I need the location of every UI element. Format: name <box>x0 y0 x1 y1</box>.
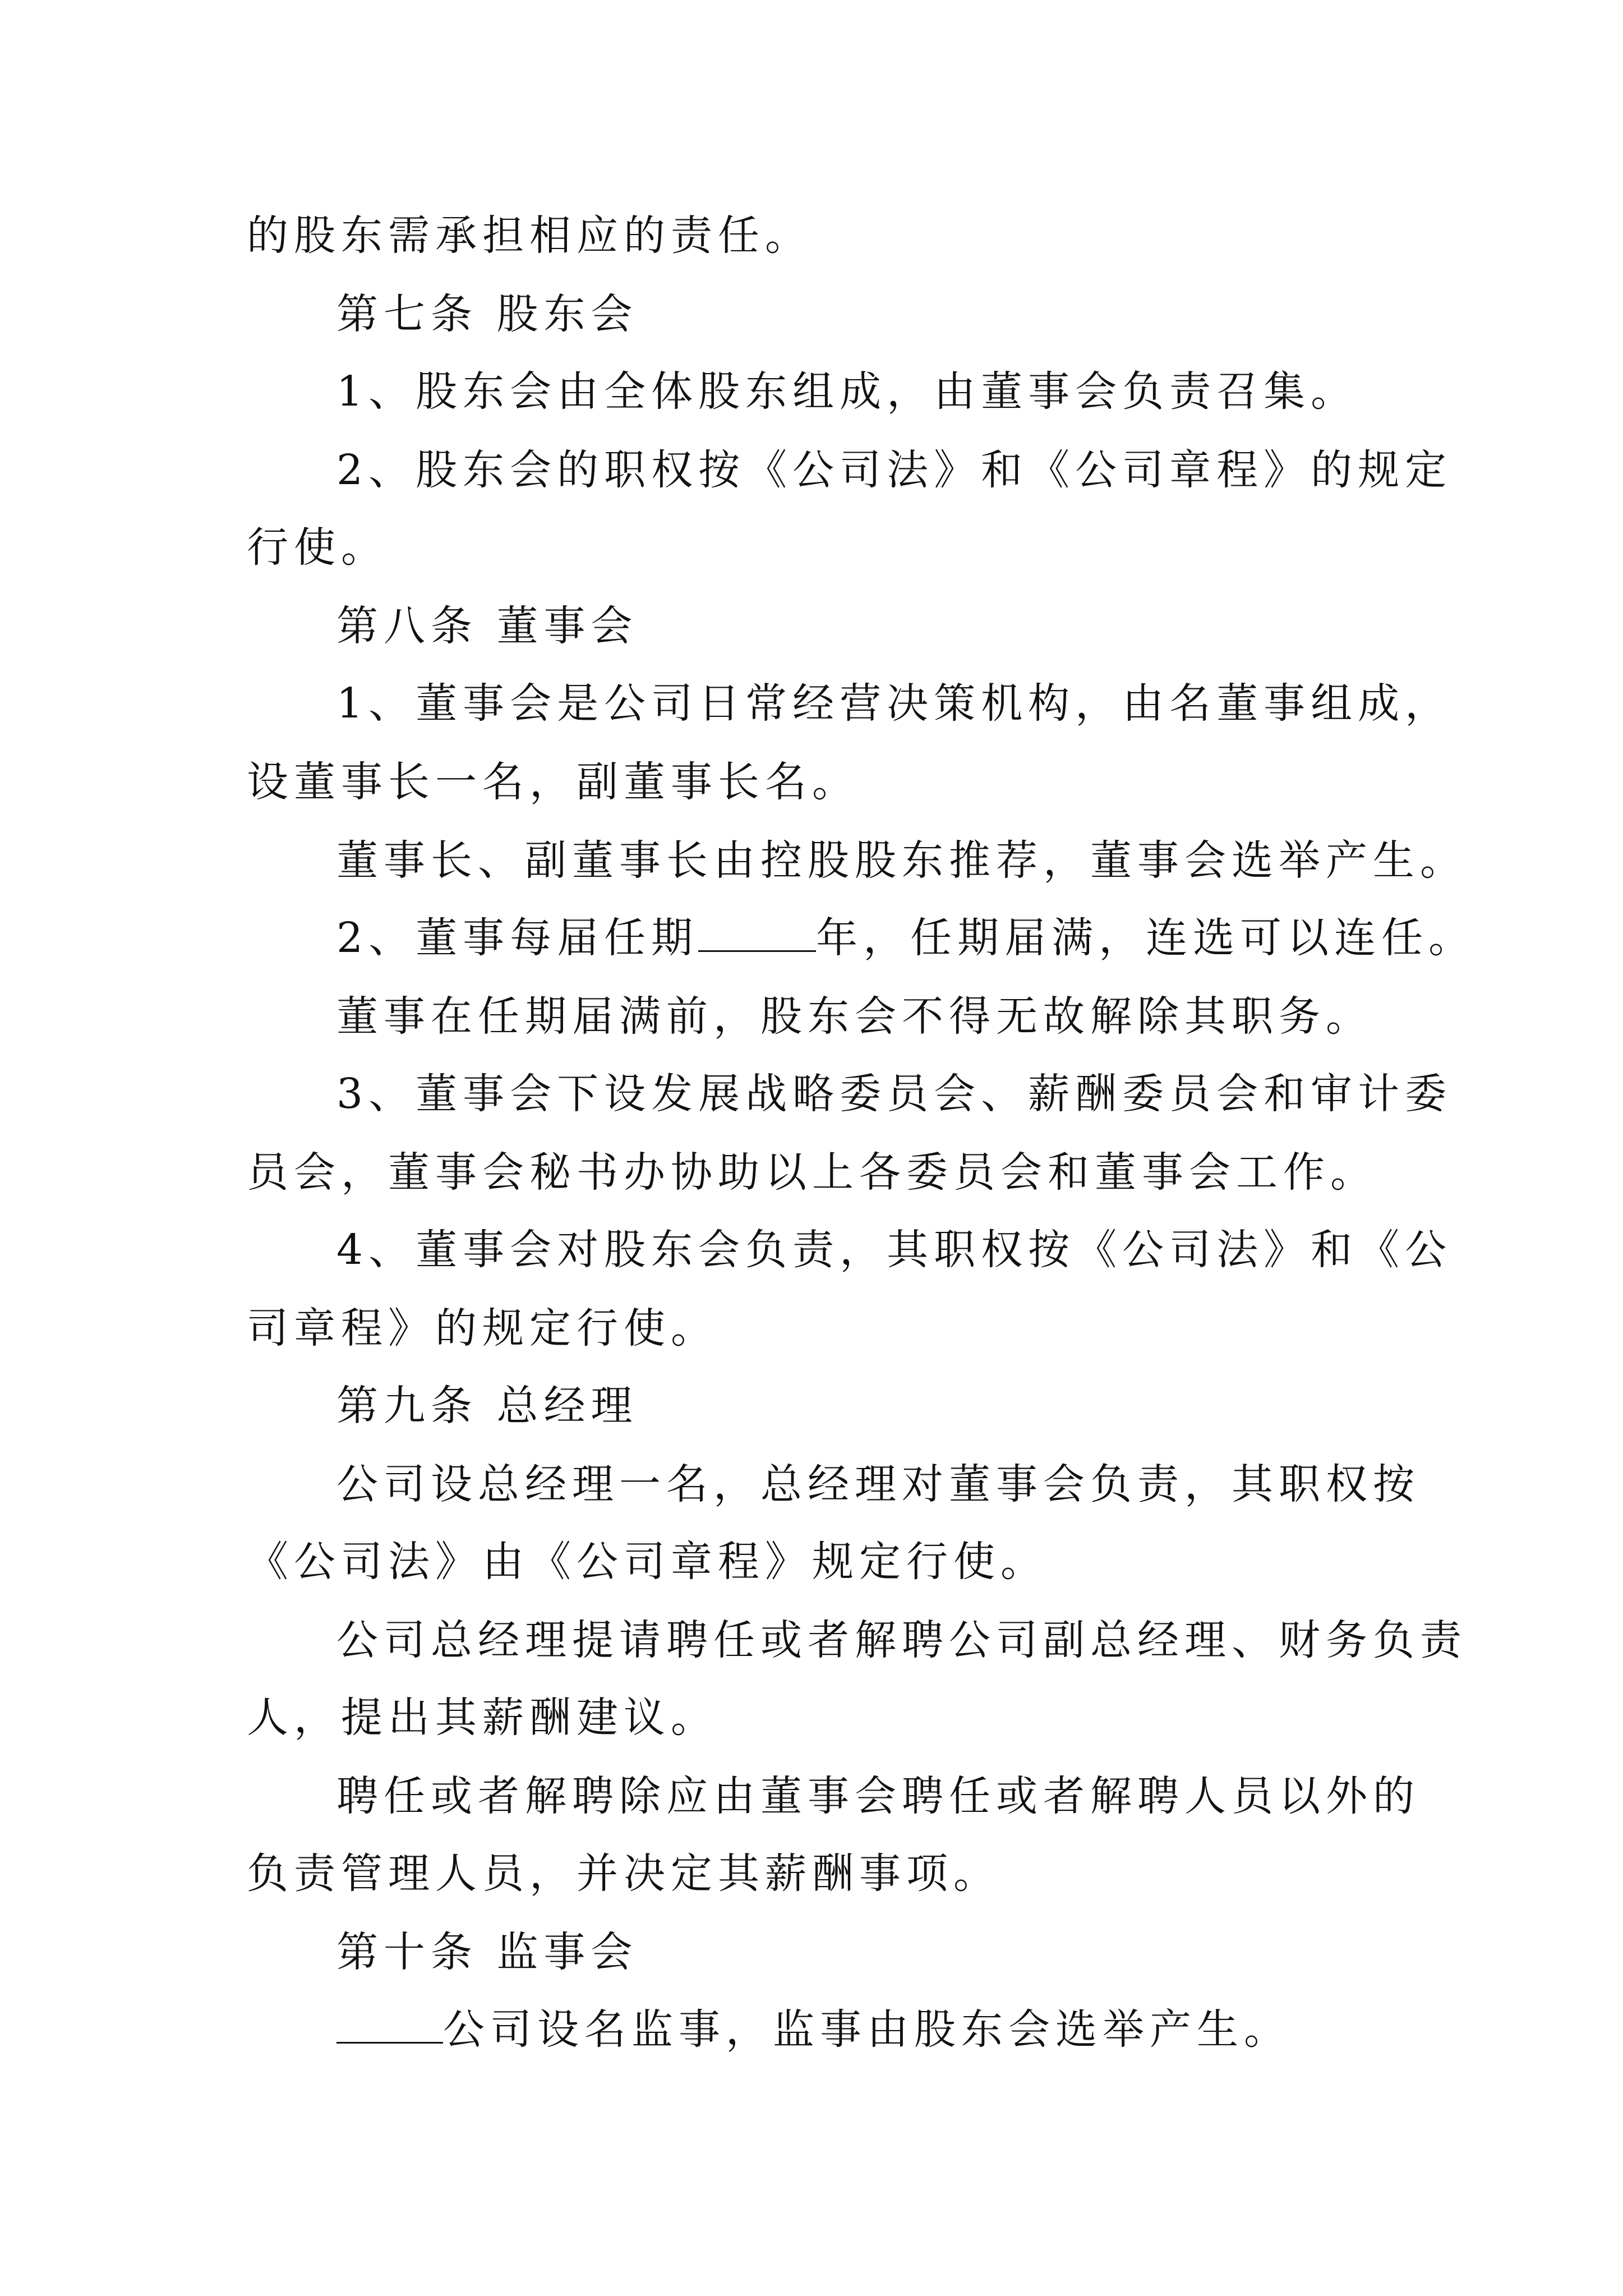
paragraph-line: 负责管理人员，并决定其薪酬事项。 <box>247 1849 1000 1898</box>
paragraph-line: 《公司法》由《公司章程》规定行使。 <box>247 1538 1048 1586</box>
fill-in-blank <box>698 911 816 952</box>
paragraph-line: 设董事长一名，副董事长名。 <box>247 758 859 806</box>
supervisor-text: 公司设名监事，监事由股东会选举产生。 <box>443 2005 1291 2054</box>
paragraph-line: 董事长、副董事长由控股股东推荐，董事会选举产生。 <box>336 836 1467 885</box>
paragraph-line: 的股东需承担相应的责任。 <box>247 211 812 260</box>
paragraph-line-supervisor <box>336 2001 1291 2058</box>
paragraph-line: 人，提出其薪酬建议。 <box>247 1694 718 1742</box>
paragraph-line: 公司总经理提请聘任或者解聘公司副总经理、财务负责 <box>336 1616 1467 1664</box>
paragraph-line: 3、董事会下设发展战略委员会、薪酬委员会和审计委 <box>336 1070 1453 1118</box>
paragraph-line-term <box>336 910 1476 966</box>
paragraph-line: 1、股东会由全体股东组成，由董事会负责召集。 <box>336 367 1358 416</box>
term-text-before: 2、董事每届任期 <box>336 914 699 962</box>
paragraph-line: 聘任或者解聘除应由董事会聘任或者解聘人员以外的 <box>336 1772 1420 1820</box>
paragraph-line: 司章程》的规定行使。 <box>247 1304 718 1352</box>
fill-in-blank <box>336 2003 443 2044</box>
article-heading: 第九条 总经理 <box>336 1382 638 1430</box>
paragraph-line: 董事在任期届满前，股东会不得无故解除其职务。 <box>336 992 1373 1041</box>
article-heading: 第十条 监事会 <box>336 1928 638 1976</box>
article-heading: 第七条 股东会 <box>336 290 638 338</box>
article-heading: 第八条 董事会 <box>336 602 638 650</box>
paragraph-line: 行使。 <box>247 523 388 572</box>
term-text-after: 年，任期届满，连选可以连任。 <box>816 914 1476 962</box>
paragraph-line: 1、董事会是公司日常经营决策机构，由名董事组成， <box>336 679 1453 728</box>
paragraph-line: 4、董事会对股东会负责，其职权按《公司法》和《公 <box>336 1226 1453 1274</box>
paragraph-line: 公司设总经理一名，总经理对董事会负责，其职权按 <box>336 1460 1420 1508</box>
paragraph-line: 员会，董事会秘书办协助以上各委员会和董事会工作。 <box>247 1148 1377 1197</box>
paragraph-line: 2、股东会的职权按《公司法》和《公司章程》的规定 <box>336 446 1453 494</box>
